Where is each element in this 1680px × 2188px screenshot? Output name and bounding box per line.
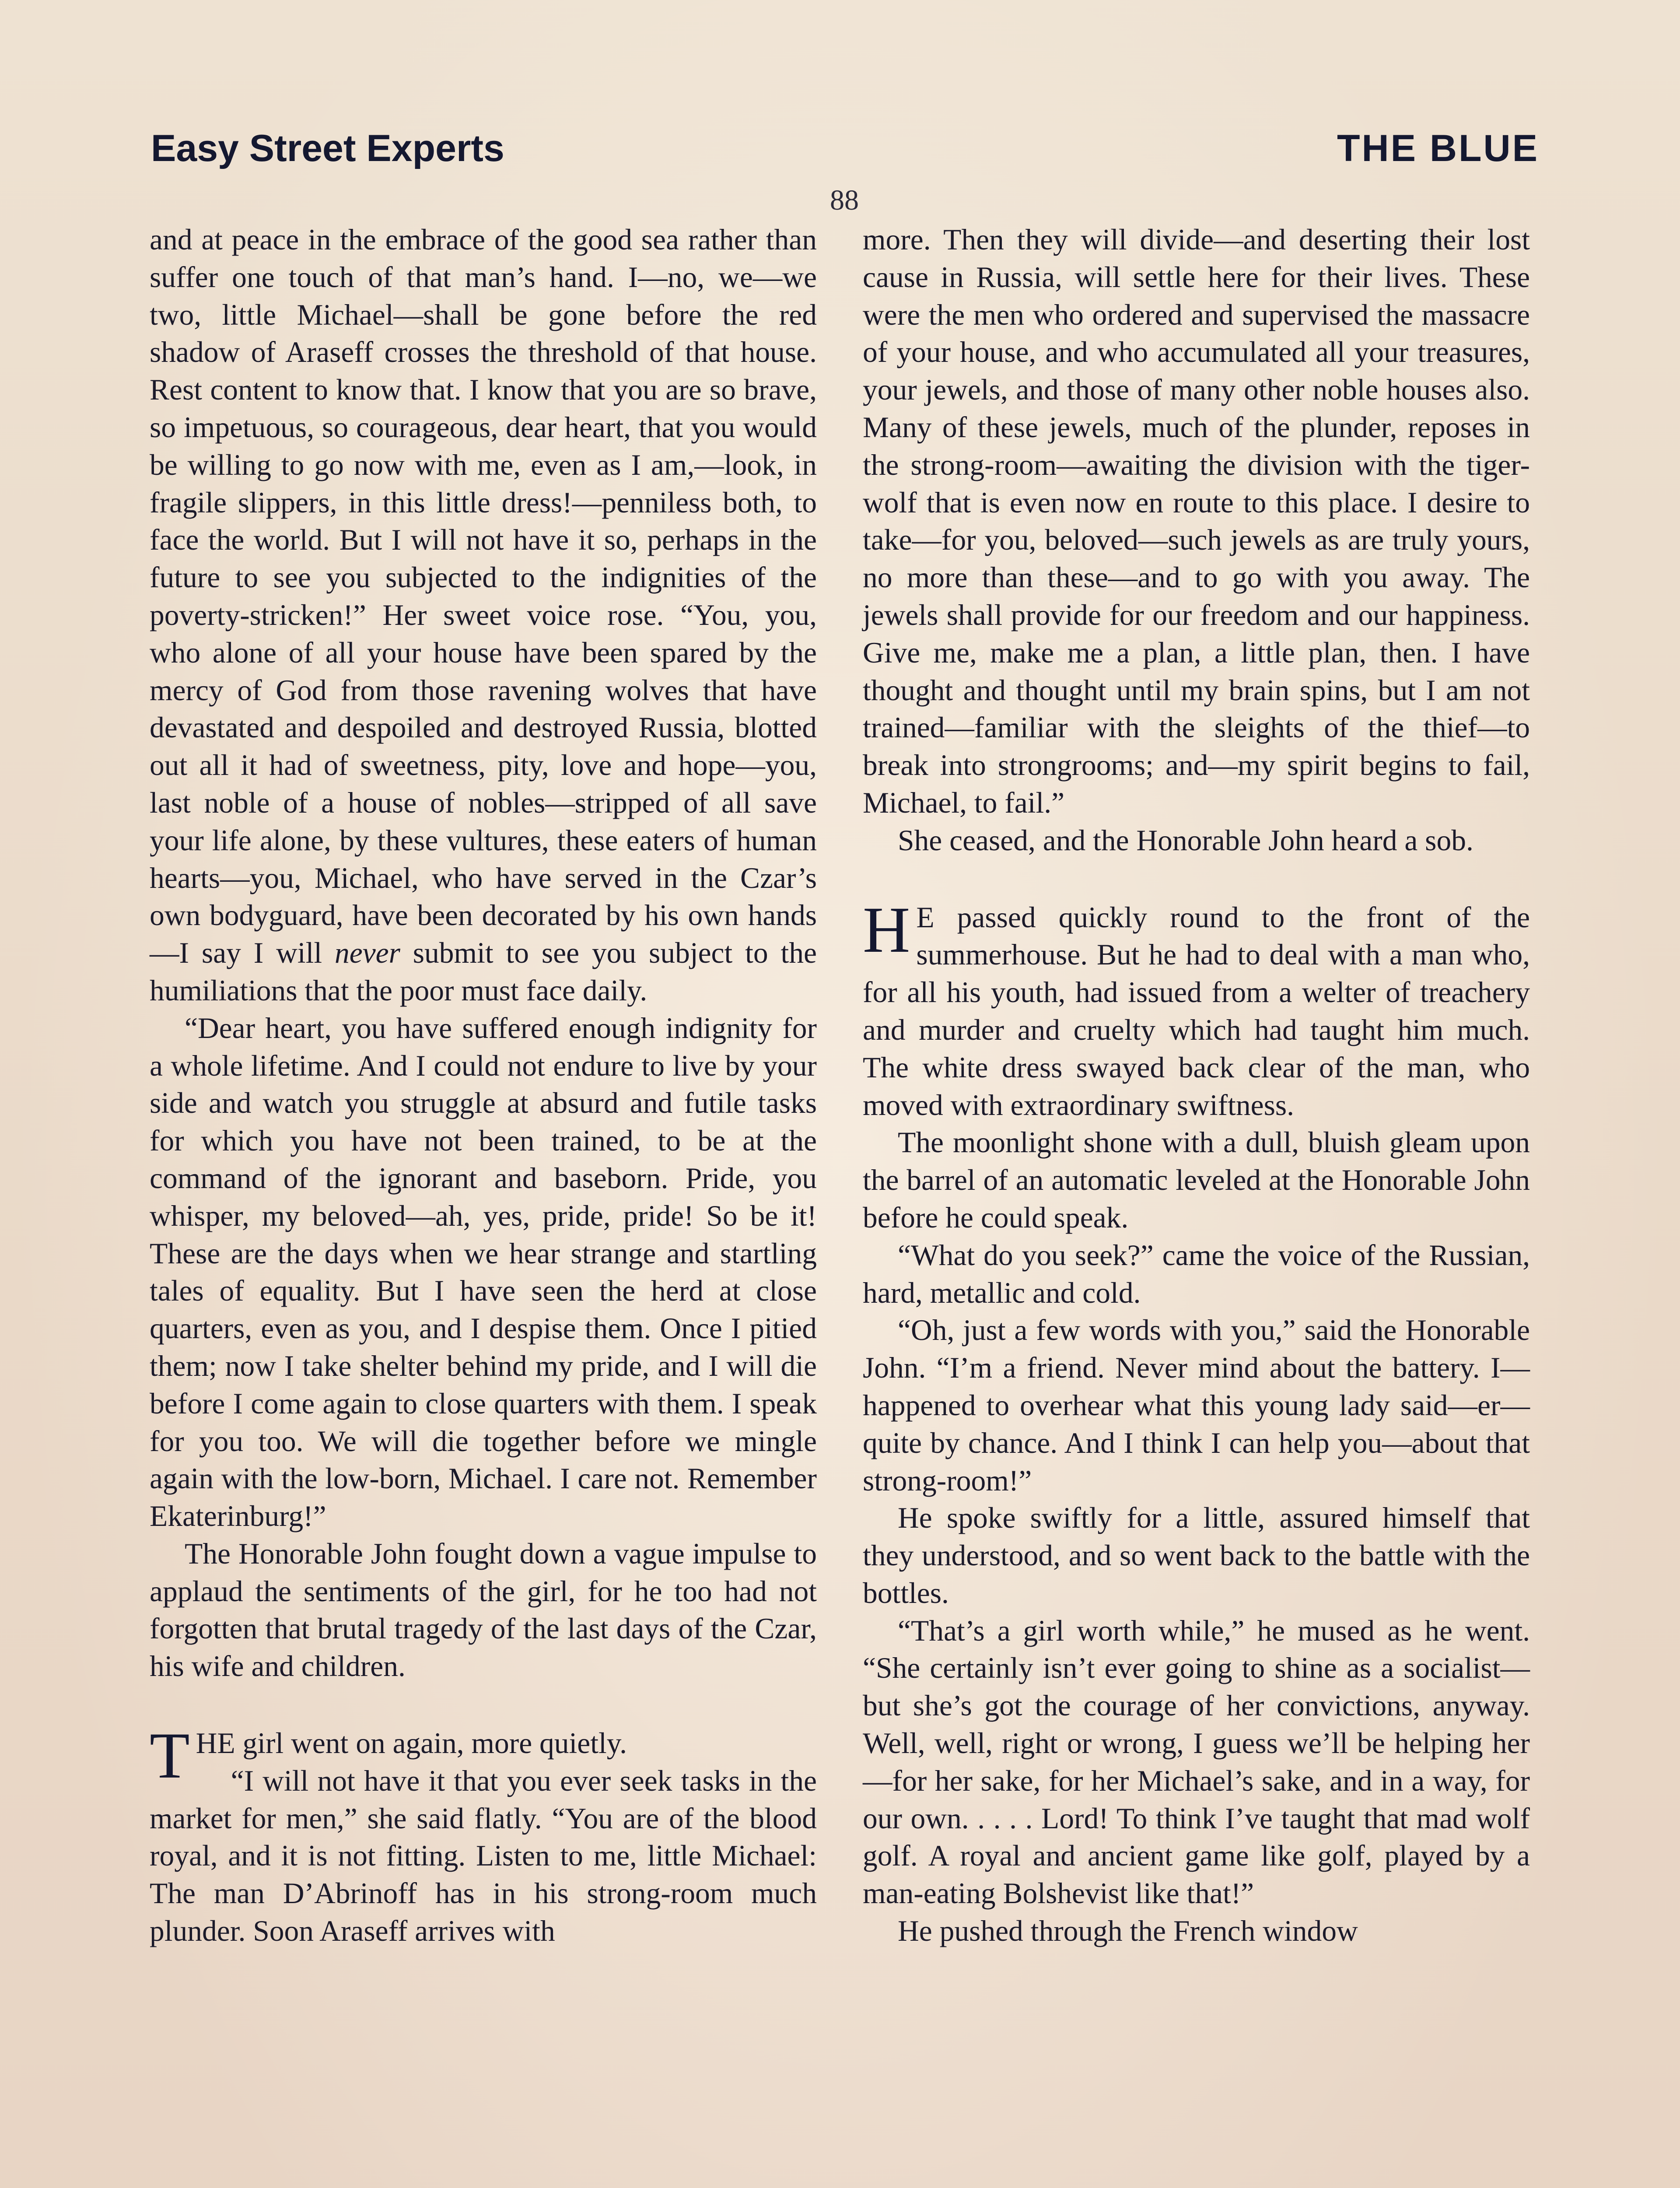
section-opening-paragraph: THE girl went on again, more quietly. xyxy=(150,1719,627,1792)
left-column xyxy=(150,221,817,1950)
right-column xyxy=(863,221,1530,1950)
paragraph: more. Then they will divide—and deserting their lost cause in Russia, will settle here for their lives. These were the men who ordered and supervised the massacre of your house, and who accumulated all your treasures, your jewels, and those of many other noble houses also. Many of these jewels, much of the plunder, reposes in the strong-room—awaiting the division with the tiger-wolf that is even now en route to this place. I desire to take—for you, beloved—such jewels as are truly yours, no more than these—and to go with you away. The jewels shall provide for our freedom and our happiness. Give me, make me a plan, a little plan, then. I have thought and thought until my brain spins, but I am not trained—familiar with the sleights of the thief—to break into strongrooms; and—my spirit begins to fail, Michael, to fail.” xyxy=(863,223,1530,819)
paragraph: “What do you seek?” came the voice of the Russian, hard, metallic and cold. xyxy=(863,1238,1530,1309)
paragraph: He pushed through the French window xyxy=(898,1914,1358,1948)
drop-cap: H xyxy=(863,893,910,966)
section-opening-paragraph: H E passed quickly round to the front of the summerhouse. But he had to deal with a man who, for all his youth, had issued from a welter of treachery and murder and cruelty which had taught him much. The white dress swayed back clear of the man, who moved with extraordinary swiftness. xyxy=(863,893,1530,1122)
paragraph: “I will not have it that you ever seek tasks in the market for men,” she said flatly. “You are of the blood royal, and it is not fitting. Listen to me, little Michael: The man D’Abrinoff has in his strong-room much plunder. Soon Araseff arrives with xyxy=(150,1764,817,1948)
paragraph: “Oh, just a few words with you,” said the Honorable John. “I’m a friend. Never mind about the battery. I—happened to overhear what this young lady said—er—quite by chance. And I think I can help you—about that strong-room!” xyxy=(863,1314,1530,1497)
story-title-header: Easy Street Experts xyxy=(151,127,504,169)
emphasis: never xyxy=(335,936,400,970)
magazine-title-header: THE BLUE xyxy=(1337,127,1539,169)
drop-cap: T xyxy=(150,1719,190,1792)
paragraph: The Honorable John fought down a vague impulse to applaud the sentiments of the girl, for he too had not forgotten that brutal tragedy of the last days of the Czar, his wife and children. xyxy=(150,1537,817,1683)
paragraph: “That’s a girl worth while,” he mused as he went. “She certainly isn’t ever going to shine as a socialist—but she’s got the courage of her convictions, anyway. Well, well, right or wrong, I guess we’ll be helping her—for her sake, for her Michael’s sake, and in a way, for our own. . . . . Lord! To think I’ve taught that mad wolf golf. A royal and ancient game like golf, played by a man-eating Bolshevist like that!” xyxy=(863,1614,1530,1910)
paragraph: “Dear heart, you have suffered enough indignity for a whole lifetime. And I could not endure to live by your side and watch you struggle at absurd and futile tasks for which you have not been trained, to be at the command of the ignorant and baseborn. Pride, you whisper, my beloved—ah, yes, pride, pride! So be it! These are the days when we hear strange and startling tales of equality. But I have seen the herd at close quarters, even as you, and I despise them. Once I pitied them; now I take shelter behind my pride, and I will die before I come again to close quarters with them. I speak for you too. We will die together before we mingle again with the low-born, Michael. I care not. Remember Ekaterinburg!” xyxy=(150,1011,817,1533)
paragraph: The moonlight shone with a dull, bluish gleam upon the barrel of an automatic leveled at the Honorable John before he could speak. xyxy=(863,1126,1530,1234)
paragraph: She ceased, and the Honorable John heard a sob. xyxy=(898,824,1474,857)
page-number: 88 xyxy=(830,184,859,216)
paragraph: He spoke swiftly for a little, assured himself that they understood, and so went back to the battle with the bottles. xyxy=(863,1501,1530,1609)
running-head xyxy=(151,127,1539,193)
paragraph: and at peace in the embrace of the good sea rather than suffer one touch of that man’s hand. I—no, we—we two, little Michael—shall be gone before the red shadow of Araseff crosses the threshold of that house. Rest content to know that. I know that you are so brave, so impetuous, so courageous, dear heart, that you would be willing to go now with me, even as I am,—look, in fragile slippers, in this little dress!—penniless both, to face the world. But I will not have it so, perhaps in the future to see you subjected to the indignities of the poverty-stricken!” Her sweet voice rose. “You, you, who alone of all your house have been spared by the mercy of God from those ravening wolves that have devastated and despoiled and destroyed Russia, blotted out all it had of sweetness, pity, love and hope—you, last noble of a house of nobles—stripped of all save your life alone, by these vultures, these eaters of human hearts—you, Michael, who have served in the Czar’s own bodyguard, have been decorated by his own hands—I say I will never submit to see you subject to the humiliations that the poor must face daily. xyxy=(150,223,817,1007)
